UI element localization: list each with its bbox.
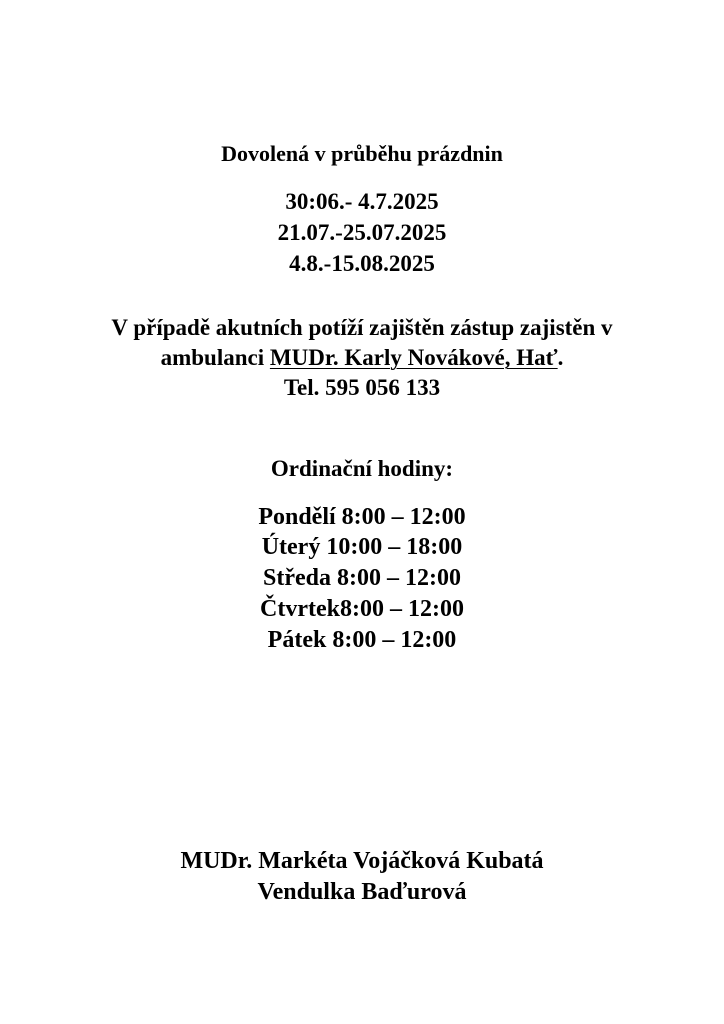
- substitute-ambulance-line: [0, 346, 724, 369]
- office-hours-day: Pátek 8:00 – 12:00: [267, 627, 457, 653]
- office-hours-title: Ordinační hodiny:: [270, 456, 454, 481]
- substitute-phone: Tel. 595 056 133: [283, 375, 441, 400]
- signature-nurse: Vendulka Baďurová: [257, 879, 467, 905]
- office-hours-day: Pondělí 8:00 – 12:00: [258, 504, 466, 530]
- office-hours-day: Středa 8:00 – 12:00: [263, 565, 461, 591]
- office-hours-day: Úterý 10:00 – 18:00: [261, 534, 463, 560]
- vacation-date: 4.8.-15.08.2025: [289, 251, 435, 276]
- vacation-heading: Dovolená v průběhu prázdnin: [221, 141, 503, 166]
- substitute-suffix: .: [557, 345, 564, 370]
- vacation-date: 21.07.-25.07.2025: [277, 220, 447, 245]
- substitute-line: V případě akutních potíží zajištěn zástup zajistěn v: [111, 315, 613, 340]
- substitute-doctor-link[interactable]: MUDr. Karly Novákové, Hať: [269, 345, 558, 370]
- office-hours-day: Čtvrtek8:00 – 12:00: [260, 596, 464, 622]
- signature-doctor: MUDr. Markéta Vojáčková Kubatá: [180, 848, 544, 874]
- vacation-date: 30:06.- 4.7.2025: [285, 189, 439, 214]
- substitute-prefix: ambulanci: [160, 345, 270, 370]
